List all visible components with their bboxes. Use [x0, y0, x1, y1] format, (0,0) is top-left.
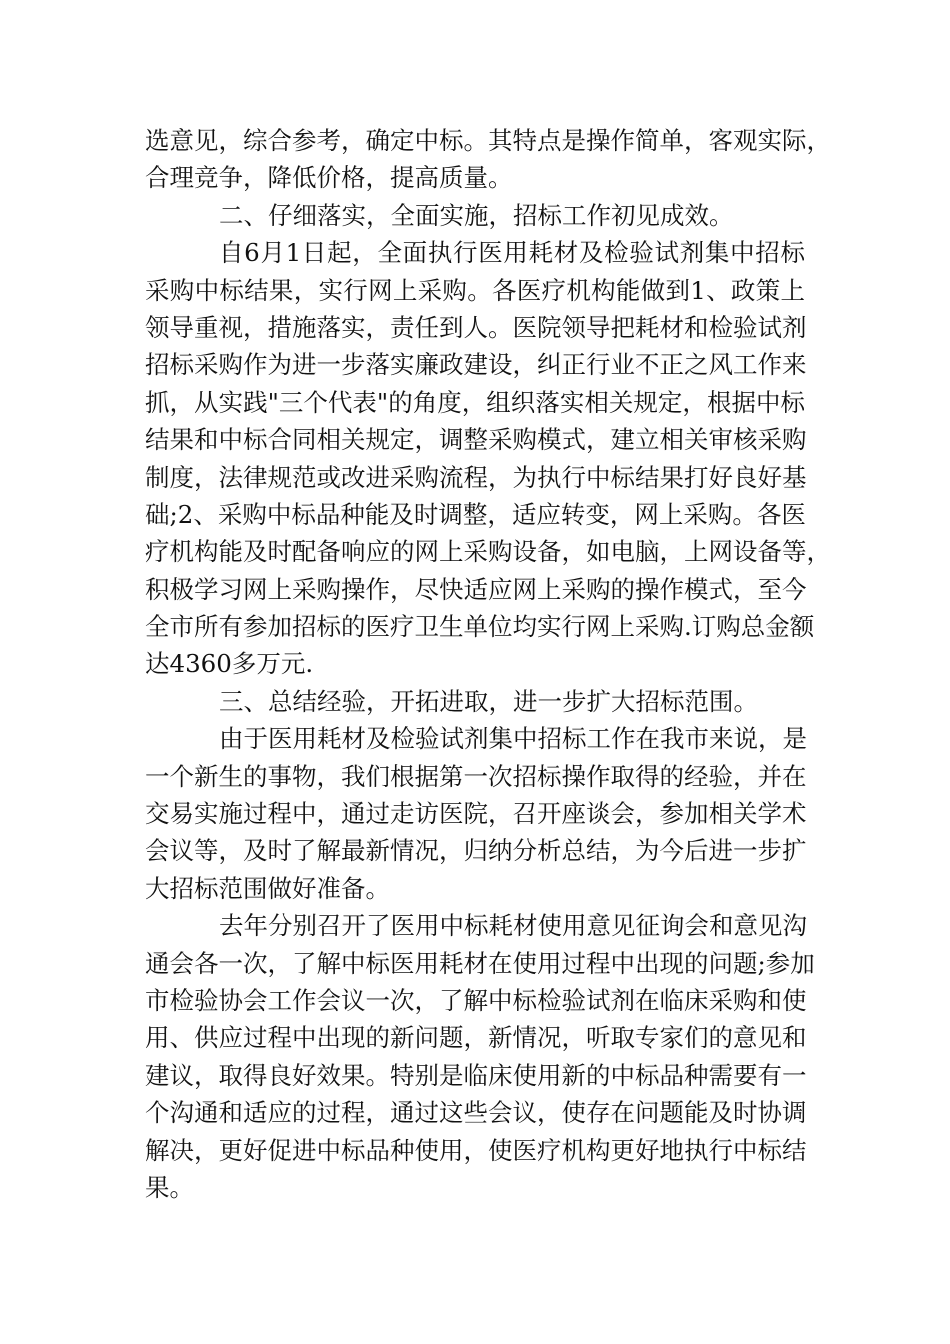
- text-line: 大招标范围做好准备。: [145, 873, 390, 903]
- text-line: 选意见，综合参考，确定中标。其特点是操作简单，客观实际，: [145, 126, 831, 155]
- text-line: 疗机构能及时配备响应的网上采购设备，如电脑，上网设备等，: [145, 537, 831, 567]
- text-line: 达4360多万元.: [145, 649, 314, 679]
- text-line: 积极学习网上采购操作，尽快适应网上采购的操作模式，至今: [145, 574, 807, 604]
- text-line: 由于医用耗材及检验试剂集中招标工作在我市来说，是: [219, 724, 807, 754]
- text-line: 通会各一次，了解中标医用耗材在使用过程中出现的问题;参加: [145, 948, 815, 978]
- document-body: [145, 122, 831, 1206]
- text-line: 市检验协会工作会议一次，了解中标检验试剂在临床采购和使: [145, 985, 807, 1015]
- text-line: 会议等，及时了解最新情况，归纳分析总结，为今后进一步扩: [145, 836, 807, 866]
- text-line: 采购中标结果，实行网上采购。各医疗机构能做到1、政策上: [145, 275, 805, 305]
- text-line: 解决，更好促进中标品种使用，使医疗机构更好地执行中标结: [145, 1135, 807, 1165]
- text-line: 个沟通和适应的过程，通过这些会议，使存在问题能及时协调: [145, 1098, 807, 1128]
- text-line: 二、仔细落实，全面实施，招标工作初见成效。: [219, 200, 734, 230]
- text-line: 一个新生的事物，我们根据第一次招标操作取得的经验，并在: [145, 761, 807, 791]
- text-line: 础;2、采购中标品种能及时调整，适应转变，网上采购。各医: [145, 499, 806, 529]
- text-line: 合理竞争，降低价格，提高质量。: [145, 163, 513, 193]
- text-line: 去年分别召开了医用中标耗材使用意见征询会和意见沟: [219, 911, 807, 941]
- text-line: 招标采购作为进一步落实廉政建设，纠正行业不正之风工作来: [145, 350, 807, 380]
- text-line: 结果和中标合同相关规定，调整采购模式，建立相关审核采购: [145, 425, 807, 455]
- text-line: 领导重视，措施落实，责任到人。医院领导把耗材和检验试剂: [145, 312, 807, 342]
- text-line: 抓，从实践"三个代表"的角度，组织落实相关规定，根据中标: [145, 387, 805, 417]
- text-line: 交易实施过程中，通过走访医院，召开座谈会，参加相关学术: [145, 799, 807, 829]
- text-line: 建议，取得良好效果。特别是临床使用新的中标品种需要有一: [145, 1060, 807, 1090]
- text-line: 制度，法律规范或改进采购流程，为执行中标结果打好良好基: [145, 462, 807, 492]
- text-line: 自6月1日起，全面执行医用耗材及检验试剂集中招标: [219, 238, 805, 268]
- text-line: 全市所有参加招标的医疗卫生单位均实行网上采购.订购总金额: [145, 612, 815, 642]
- text-line: 用、供应过程中出现的新问题，新情况，听取专家们的意见和: [145, 1023, 807, 1053]
- text-line: 三、总结经验，开拓进取，进一步扩大招标范围。: [219, 686, 758, 716]
- text-line: 果。: [145, 1172, 194, 1202]
